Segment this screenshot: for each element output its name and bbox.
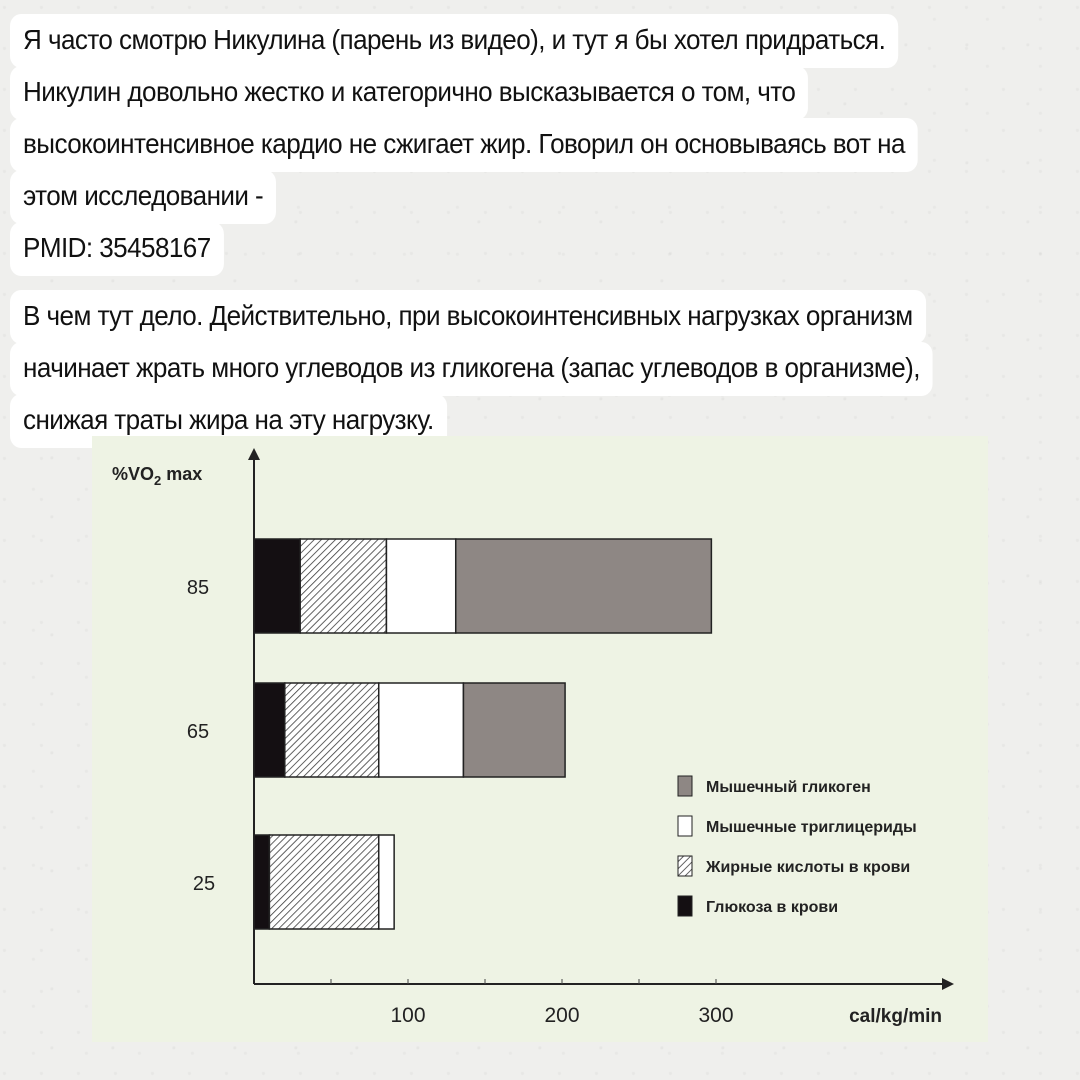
stacked-bar-chart	[92, 436, 988, 1042]
post-line: высокоинтенсивное кардио не сжигает жир. Говорил он основываясь вот на	[10, 118, 918, 172]
bar-segment	[300, 539, 386, 633]
y-axis-label: $\%VO_2$ max	[112, 464, 203, 488]
legend-label: Жирные кислоты в крови	[706, 859, 911, 876]
post-line: снижая траты жира на эту нагрузку.	[10, 394, 447, 448]
bar-segment	[379, 683, 464, 777]
legend-swatch	[678, 776, 692, 796]
legend-label: Глюкоза в крови	[706, 899, 839, 916]
legend-swatch	[678, 896, 692, 916]
bar-segment	[254, 683, 285, 777]
bar-segment	[456, 539, 712, 633]
bar-segment	[463, 683, 565, 777]
post-line: Никулин довольно жестко и категорично высказывается о том, что	[10, 66, 808, 120]
chart-panel	[92, 436, 988, 1042]
category-label: 25	[192, 873, 216, 895]
x-axis-label: cal/kg/min	[849, 1006, 942, 1027]
post-line: начинает жрать много углеводов из гликогена (запас углеводов в организме),	[10, 342, 933, 396]
bar-segment	[386, 539, 455, 633]
post-text	[10, 14, 1070, 446]
legend-label: Мышечный гликоген	[706, 779, 871, 796]
legend-label: Мышечные триглицериды	[706, 819, 917, 836]
bar-segment	[379, 835, 394, 929]
bar-segment	[254, 835, 269, 929]
x-tick-label: 100	[390, 1004, 426, 1027]
category-label: 65	[186, 721, 210, 743]
bar-segment	[269, 835, 378, 929]
post-line: Я часто смотрю Никулина (парень из видео), и тут я бы хотел придраться.	[10, 14, 898, 68]
bar-segment	[254, 539, 300, 633]
x-tick-label: 300	[698, 1004, 734, 1027]
x-tick-label: 200	[544, 1004, 580, 1027]
category-label: 85	[186, 577, 210, 599]
post-line-pmid: PMID: 35458167	[10, 222, 224, 276]
post-line: В чем тут дело. Действительно, при высокоинтенсивных нагрузках организм	[10, 290, 926, 344]
legend-swatch	[678, 856, 692, 876]
legend-swatch	[678, 816, 692, 836]
bar-segment	[285, 683, 379, 777]
post-line: этом исследовании -	[10, 170, 276, 224]
